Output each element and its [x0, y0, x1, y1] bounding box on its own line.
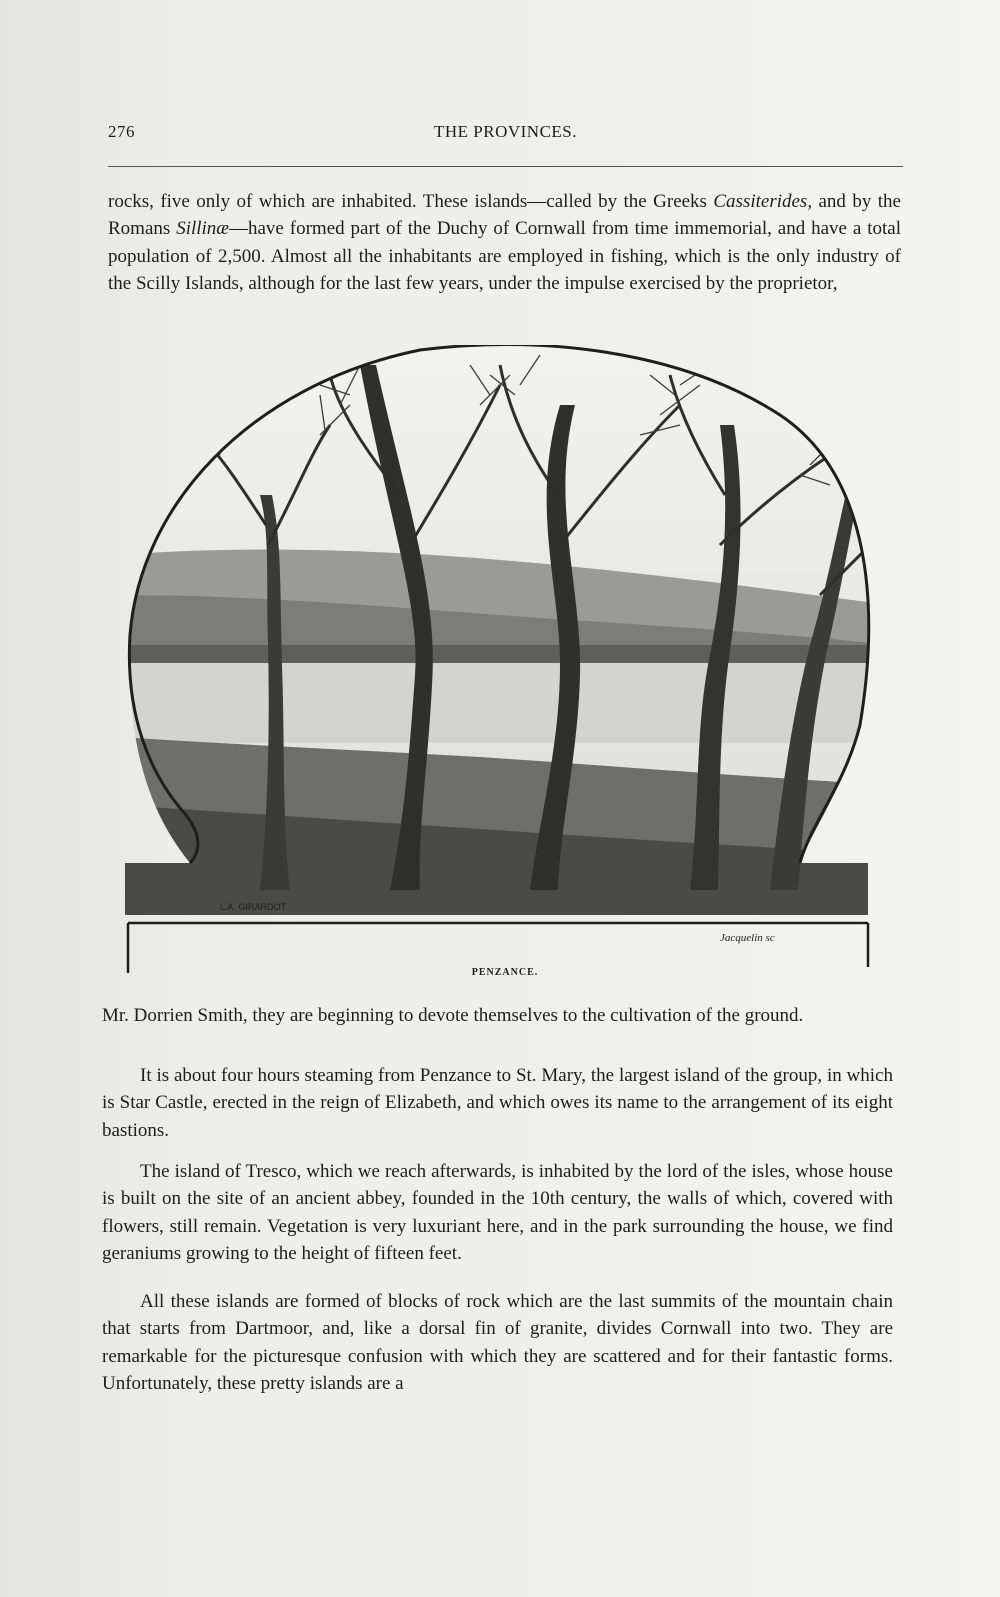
text-run: and by the Romans	[108, 191, 901, 240]
text-run: rocks, five only of which are inhabited. These islands—called by the Greeks	[108, 191, 714, 212]
page-header	[108, 122, 903, 144]
text-run: —have formed part of the Duchy of Cornwall from time immemorial, and have a total population of 2,500. Almost all the inhabitants are employed in fishing, which is the only industry of the Scilly Islands, although for the last few years, under the impulse exercised by the proprietor,	[108, 218, 901, 295]
paragraph-continued-after-figure: Mr. Dorrien Smith, they are beginning to devote themselves to the cultivation of the ground.	[102, 1005, 804, 1026]
paragraph-rock-formations: All these islands are formed of blocks of rock which are the last summits of the mountain chain that starts from Dartmoor, and, like a dorsal fin of granite, divides Cornwall into two. They are remarkable for the picturesque confusion with which they are scattered and for their fantastic forms. Unfortunately, these pretty islands are a	[102, 1291, 893, 1395]
penzance-engraving	[120, 345, 890, 990]
paragraph-st-mary: It is about four hours steaming from Penzance to St. Mary, the largest island of the group, in which is Star Castle, erected in the reign of Elizabeth, and which owes its name to the arrangement of its eight bastions.	[102, 1065, 893, 1141]
artist-signature: L.A. GIRARDOT	[220, 902, 287, 912]
engraving-figure	[120, 345, 890, 990]
header-rule	[108, 166, 903, 167]
engraver-signature: Jacquelin sc	[720, 932, 775, 944]
bottom-bracket	[128, 923, 868, 973]
page-number: 276	[108, 122, 135, 141]
italic-term-cassiterides: Cassiterides,	[713, 191, 813, 212]
figure-caption: PENZANCE.	[471, 967, 539, 978]
running-title: THE PROVINCES.	[433, 122, 577, 141]
paragraph-continued	[108, 188, 901, 298]
paragraph-tresco: The island of Tresco, which we reach afterwards, is inhabited by the lord of the isles, whose house is built on the site of an ancient abbey, founded in the 10th century, the walls of which, covered with flowers, still remain. Vegetation is very luxuriant here, and in the park surrounding the house, we find geraniums growing to the height of fifteen feet.	[102, 1161, 893, 1265]
italic-term-sillinae: Sillinæ	[176, 218, 229, 240]
